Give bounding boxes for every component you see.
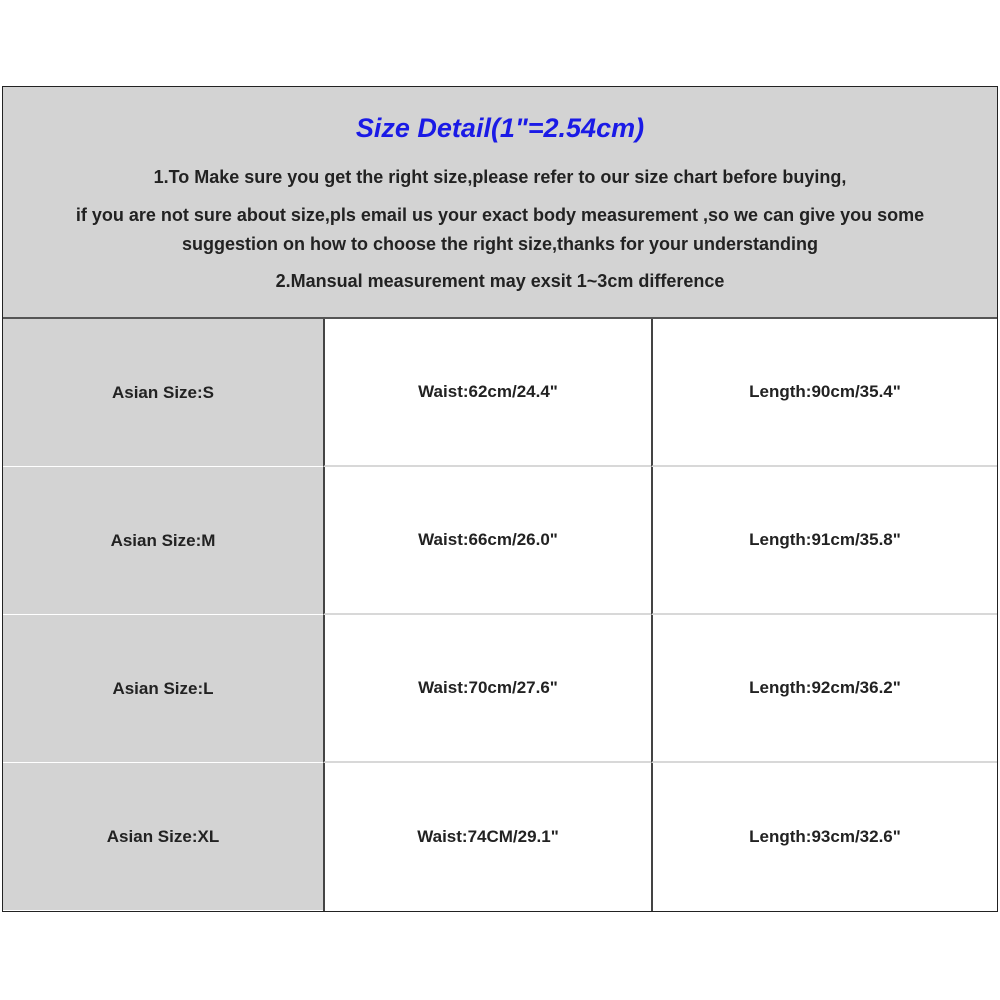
note-line-2: if you are not sure about size,pls email us your exact body measurement ,so we can give you some: [75, 205, 925, 225]
size-table: [3, 319, 997, 911]
length-cell: Length:90cm/35.4": [651, 319, 997, 467]
size-cell: Asian Size:S: [3, 319, 323, 467]
note-line-3: suggestion on how to choose the right size,thanks for your understanding: [181, 234, 819, 254]
size-chart-header: [3, 87, 997, 319]
waist-cell: Waist:62cm/24.4": [323, 319, 651, 467]
size-cell: Asian Size:L: [3, 615, 323, 763]
chart-title: Size Detail(1"=2.54cm): [355, 113, 645, 143]
waist-cell: Waist:74CM/29.1": [323, 763, 651, 911]
note-line-1: 1.To Make sure you get the right size,please refer to our size chart before buying,: [153, 167, 847, 187]
length-cell: Length:93cm/32.6": [651, 763, 997, 911]
table-row: [3, 319, 997, 467]
waist-cell: Waist:66cm/26.0": [323, 467, 651, 615]
waist-cell: Waist:70cm/27.6": [323, 615, 651, 763]
length-cell: Length:92cm/36.2": [651, 615, 997, 763]
table-row: [3, 763, 997, 911]
table-row: [3, 615, 997, 763]
size-chart-frame: [2, 86, 998, 912]
size-cell: Asian Size:M: [3, 467, 323, 615]
note-line-4: 2.Mansual measurement may exsit 1~3cm difference: [275, 271, 725, 291]
size-cell: Asian Size:XL: [3, 763, 323, 911]
table-row: [3, 467, 997, 615]
length-cell: Length:91cm/35.8": [651, 467, 997, 615]
